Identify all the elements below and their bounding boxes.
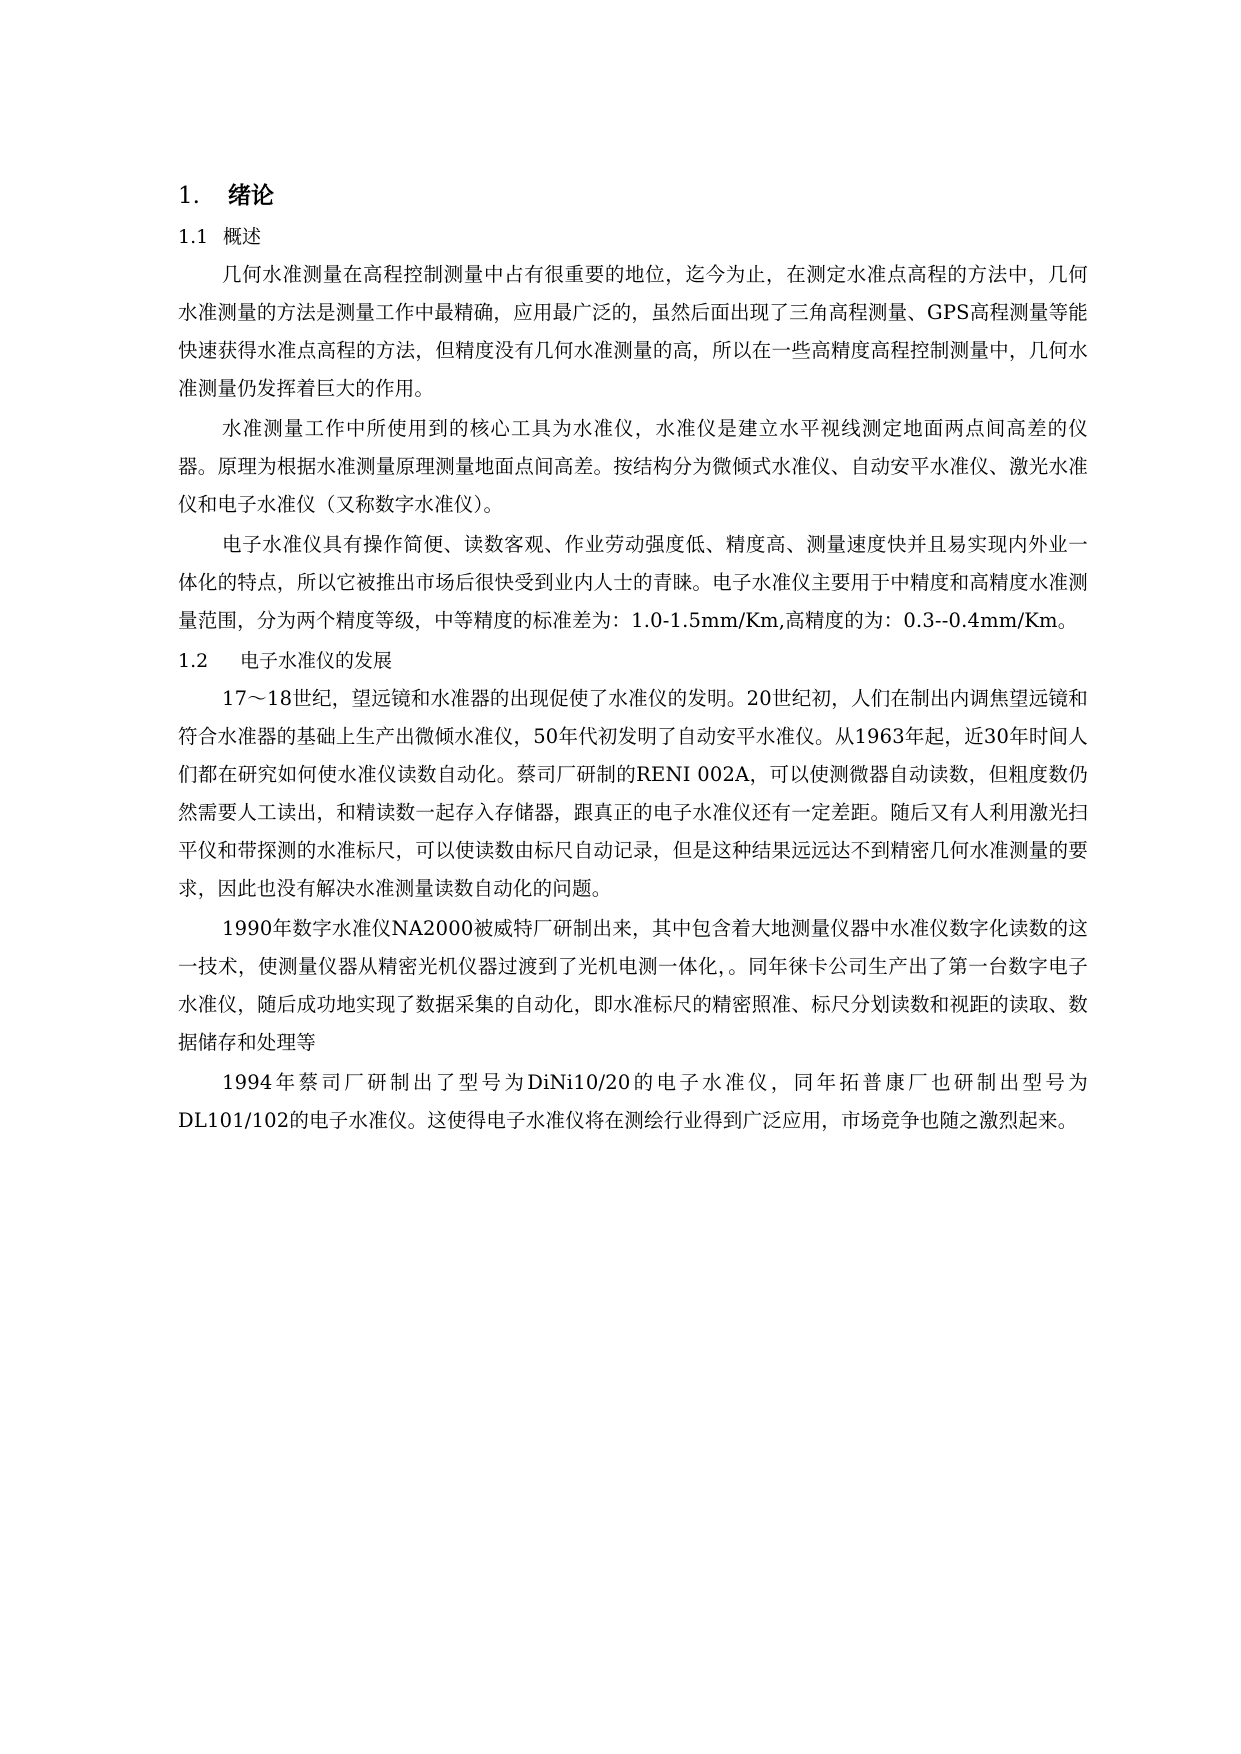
document-body <box>178 180 1088 1142</box>
paragraph-2: 水准测量工作中所使用到的核心工具为水准仪，水准仪是建立水平视线测定地面两点间高差的仪器。原理为根据水准测量原理测量地面点间高差。按结构分为微倾式水准仪、自动安平水准仪、激光水准仪和电子水准仪（又称数字水准仪）。 <box>178 417 1088 516</box>
paragraph-4: 17～18世纪，望远镜和水准器的出现促使了水准仪的发明。20世纪初，人们在制出内调焦望远镜和符合水准器的基础上生产出微倾水准仪，50年代初发明了自动安平水准仪。从1963年起，近30年时间人们都在研究如何使水准仪读数自动化。蔡司厂研制的RENI 002A，可以使测微器自动读数，但粗度数仍然需要人工读出，和精读数一起存入存储器，跟真正的电子水准仪还有一定差距。随后又有人利用激光扫平仪和带探测的水准标尺，可以使读数由标尺自动记录，但是这种结果远远达不到精密几何水准测量的要求，因此也没有解决水准测量读数自动化的问题。 <box>178 687 1088 900</box>
paragraph-3: 电子水准仪具有操作简便、读数客观、作业劳动强度低、精度高、测量速度快并且易实现内外业一体化的特点，所以它被推出市场后很快受到业内人士的青睐。电子水准仪主要用于中精度和高精度水准测量范围，分为两个精度等级，中等精度的标准差为：1.0-1.5mm/Km,高精度的为：0.3--0.4mm/Km。 <box>178 533 1088 632</box>
section-title: 电子水准仪的发展 <box>240 650 393 672</box>
paragraph-5: 1990年数字水准仪NA2000被威特厂研制出来，其中包含着大地测量仪器中水准仪数字化读数的这一技术，使测量仪器从精密光机仪器过渡到了光机电测一体化，。同年徕卡公司生产出了第一台数字电子水准仪，随后成功地实现了数据采集的自动化，即水准标尺的精密照准、标尺分划读数和视距的读取、数据储存和处理等 <box>178 917 1088 1054</box>
section-title: 概述 <box>223 226 262 248</box>
chapter-heading <box>178 180 1088 212</box>
paragraph-1: 几何水准测量在高程控制测量中占有很重要的地位，迄今为止，在测定水准点高程的方法中，几何水准测量的方法是测量工作中最精确，应用最广泛的，虽然后面出现了三角高程测量、GPS高程测量等能快速获得水准点高程的方法，但精度没有几何水准测量的高，所以在一些高精度高程控制测量中，几何水准测量仍发挥着巨大的作用。 <box>178 263 1088 400</box>
section-heading-1-1 <box>178 218 1088 256</box>
section-heading-1-2 <box>178 642 1088 680</box>
paragraph-6: 1994年蔡司厂研制出了型号为DiNi10/20的电子水准仪，同年拓普康厂也研制出型号为DL101/102的电子水准仪。这使得电子水准仪将在测绘行业得到广泛应用，市场竞争也随之激烈起来。 <box>178 1071 1088 1132</box>
chapter-number: 1. <box>178 183 200 209</box>
section-number: 1.1 <box>178 226 209 248</box>
section-number: 1.2 <box>178 650 209 672</box>
chapter-title: 绪论 <box>228 183 274 209</box>
